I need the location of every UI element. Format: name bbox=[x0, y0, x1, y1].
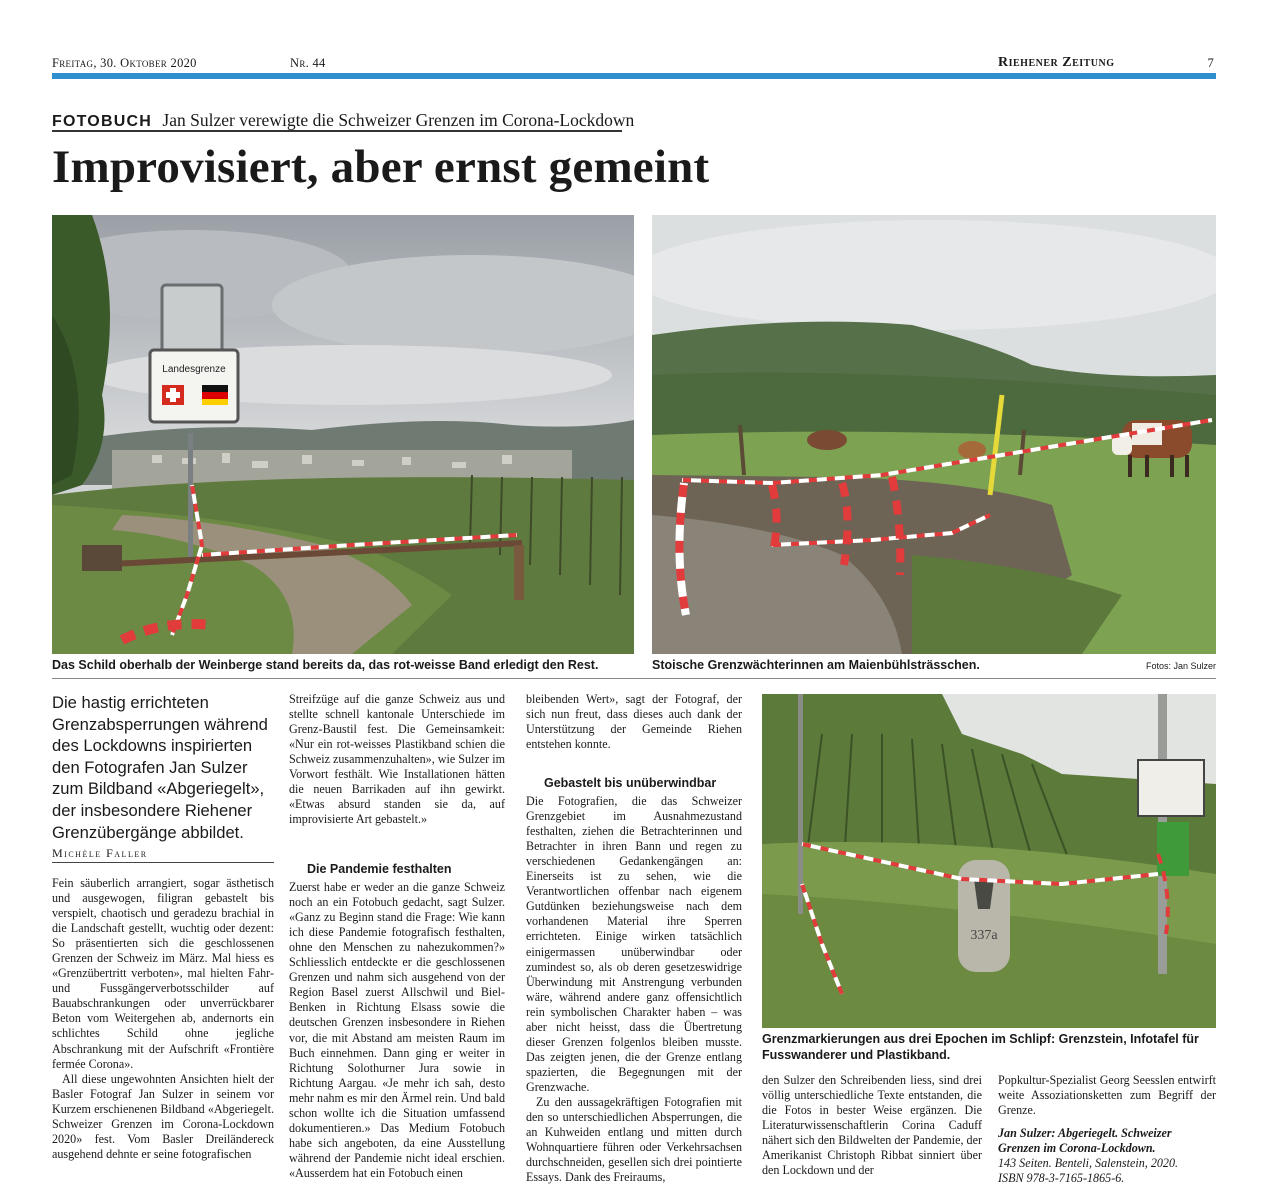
book-info bbox=[998, 1126, 1216, 1186]
paragraph: bleibenden Wert», sagt der Fotograf, der sich nun freut, dass dieses auch dank der Unterstützung der Gemeinde Riehen entstehen konnte. bbox=[526, 692, 742, 752]
photo-caption-3: Grenzmarkierungen aus drei Epochen im Schlipf: Grenzstein, Infotafel für Fusswanderer und Plastikband. bbox=[762, 1032, 1199, 1062]
column-3-top bbox=[526, 692, 742, 752]
article-lead: Die hastig errichteten Grenzabsperrungen während des Lockdowns inspirierten den Fotografen Jan Sulzer zum Bildband «Abgeriegelt», der insbesondere Riehener Grenzübergänge abbildet. bbox=[52, 693, 268, 842]
photo-boundary-stone bbox=[762, 694, 1216, 1028]
page-header bbox=[52, 54, 1216, 74]
column-2-bottom bbox=[289, 862, 505, 1181]
photo-caption-1: Das Schild oberhalb der Weinberge stand bereits da, das rot-weisse Band erledigt den Rest. bbox=[52, 658, 599, 672]
column-2-top bbox=[289, 692, 505, 827]
photo-caption-2: Stoische Grenzwächterinnen am Maienbühlsträsschen. bbox=[652, 658, 980, 672]
stone-number: 337a bbox=[970, 928, 998, 943]
paragraph: Fein säuberlich arrangiert, sogar ästhetisch und ausgewogen, filigran gebastelt bis verspielt, chaotisch und geradezu brachial in die Landschaft gestellt, wuchtig oder dezent: So präsentierten sich die geschlossenen Grenzen der Schweiz im März. Mal hiess es «Grenzübertritt verboten», mal hielten Fahr- und Fussgängerverbotsschilder auf Bauabschrankungen oder unverrückbarer Beton vom Weitergehen ab, andernorts ein schlichtes Schild ohne jegliche Abschrankung mit der Aufschrift «Frontière fermée Corona». bbox=[52, 876, 274, 1071]
paragraph: All diese ungewohnten Ansichten hielt der Basler Fotograf Jan Sulzer in seinem vor Kurzem erschienenen Bildband «Abgeriegelt. Schweizer Grenzen im Corona-Lockdown 2020» fest. Vom Basler Dreiländereck ausgehend dehnte er seine fotografischen bbox=[52, 1071, 274, 1161]
column-1 bbox=[52, 876, 274, 1162]
kicker bbox=[52, 110, 634, 131]
author-rule bbox=[52, 862, 274, 863]
issue-number: Nr. 44 bbox=[290, 56, 326, 70]
header-rule bbox=[52, 73, 1216, 79]
kicker-text: Jan Sulzer verewigte die Schweizer Grenzen im Corona-Lockdown bbox=[162, 110, 635, 130]
section-separator bbox=[52, 678, 1216, 679]
paragraph: den Sulzer den Schreibenden liess, sind drei völlig unterschiedliche Texte entstanden, die die Fotos in bester Weise ergänzen. Die Literaturwissenschaftlerin Corina Caduff nähert sich den Bildwelten der Pandemie, der Amerikanist Christoph Ribbat sinniert über den Lockdown und der bbox=[762, 1073, 982, 1178]
column-5 bbox=[998, 1073, 1216, 1186]
page-number: 7 bbox=[1207, 56, 1214, 70]
section-tag: FOTOBUCH bbox=[52, 113, 152, 130]
book-title: Jan Sulzer: Abgeriegelt. Schweizer Grenzen im Corona-Lockdown. bbox=[998, 1126, 1172, 1156]
column-3-bottom bbox=[526, 776, 742, 1185]
sign-label: Landesgrenze bbox=[162, 364, 226, 375]
book-publisher: 143 Seiten. Benteli, Salenstein, 2020. bbox=[998, 1156, 1179, 1171]
headline: Improvisiert, aber ernst gemeint bbox=[52, 141, 710, 193]
subheading: Gebastelt bis unüberwindbar bbox=[544, 776, 717, 790]
paragraph: Popkultur-Spezialist Georg Seesslen entwirft weite Assoziationsketten zum Begriff der Grenze. bbox=[998, 1073, 1216, 1118]
subheading: Die Pandemie festhalten bbox=[307, 862, 452, 876]
paragraph: Streifzüge auf die ganze Schweiz aus und stellte schnell kantonale Unterschiede im Grenz-Baustil fest. Die Gemeinsamkeit: «Nur ein rot-weisses Plastikband schien die Schweiz zusammenzuhalten», wie Sulzer im Vorwort festhält. Wie Installationen hätten die neuen Barrikaden auf ihn gewirkt. «Etwas absurd standen sie da, auf improvisierte Art gebastelt.» bbox=[289, 692, 505, 827]
photo-credit: Fotos: Jan Sulzer bbox=[1145, 661, 1216, 671]
paragraph: Die Fotografien, die das Schweizer Grenzgebiet im Ausnahmezustand festhalten, ziehen die Betrachterinnen und Betrachter in ihren Bann und regen zu verschiedenen Gedankengängen an: Einerseits ist zu sehen, wie die Verantwortlichen offenbar nach eigenem Gutdünken beziehungsweise nach dem vorhandenen Material ihre Sperren errichteten. Einige wirken tatsächlich einigermassen unüberwindbar oder zumindest so, als ob deren gesetzeswidrige Überwindung mit Anstrengung verbunden wäre, während andere ganz offensichtlich rein symbolischen Charakter haben – was aber nicht heisst, dass die Übertretung dieser Grenzen folgenlos bleiben musste. Das zeigten jenen, die der Grenze entlang spazierten, die Begegnungen mit der Grenzwache. bbox=[526, 794, 742, 1094]
newspaper-name: Riehener Zeitung bbox=[998, 55, 1115, 70]
photo-cows-barrier bbox=[652, 215, 1216, 654]
author-name: Michèle Faller bbox=[52, 846, 148, 860]
paragraph: Zuerst habe er weder an die ganze Schweiz noch an ein Fotobuch gedacht, sagt Sulzer. «Ganz zu Beginn stand die Frage: Wie kann ich diese Pandemie fotografisch festhalten, ohne den Menschen zu nahezukommen?» Schliesslich entdeckte er die geschlossenen Grenzen und nahm sich ausgehend von der Region Basel zuerst Allschwil und Biel-Benken in Richtung Elsass sowie die deutschen Grenzen insbesondere in Riehen vor, die mit Abstand am meisten Raum im Buch einnehmen. Dann ging er weiter in Richtung Solothurner Jura sowie in Richtung Aargau. «Je mehr ich sah, desto mehr nahm es mir den Ärmel rein. Und bald schon wollte ich die Situation umfassend dokumentieren.» Das Medium Fotobuch habe sich angeboten, da eine Ausstellung während der Pandemie nicht ideal erschien. «Ausserdem hat ein Fotobuch einen bbox=[289, 880, 505, 1180]
column-4 bbox=[762, 1073, 982, 1178]
kicker-rule bbox=[52, 130, 622, 132]
issue-date: Freitag, 30. Oktober 2020 bbox=[52, 56, 197, 70]
photo-border-sign bbox=[52, 215, 634, 654]
paragraph: Zu den aussagekräftigen Fotografien mit den so unterschiedlichen Absperrungen, die an Kuhweiden entlang und mitten durch Wohnquartiere führen oder Verkehrsachsen durchschneiden, gesellen sich drei pointierte Essays. Dank des Freiraums, bbox=[526, 1094, 742, 1185]
book-isbn: ISBN 978-3-7165-1865-6. bbox=[998, 1171, 1125, 1186]
